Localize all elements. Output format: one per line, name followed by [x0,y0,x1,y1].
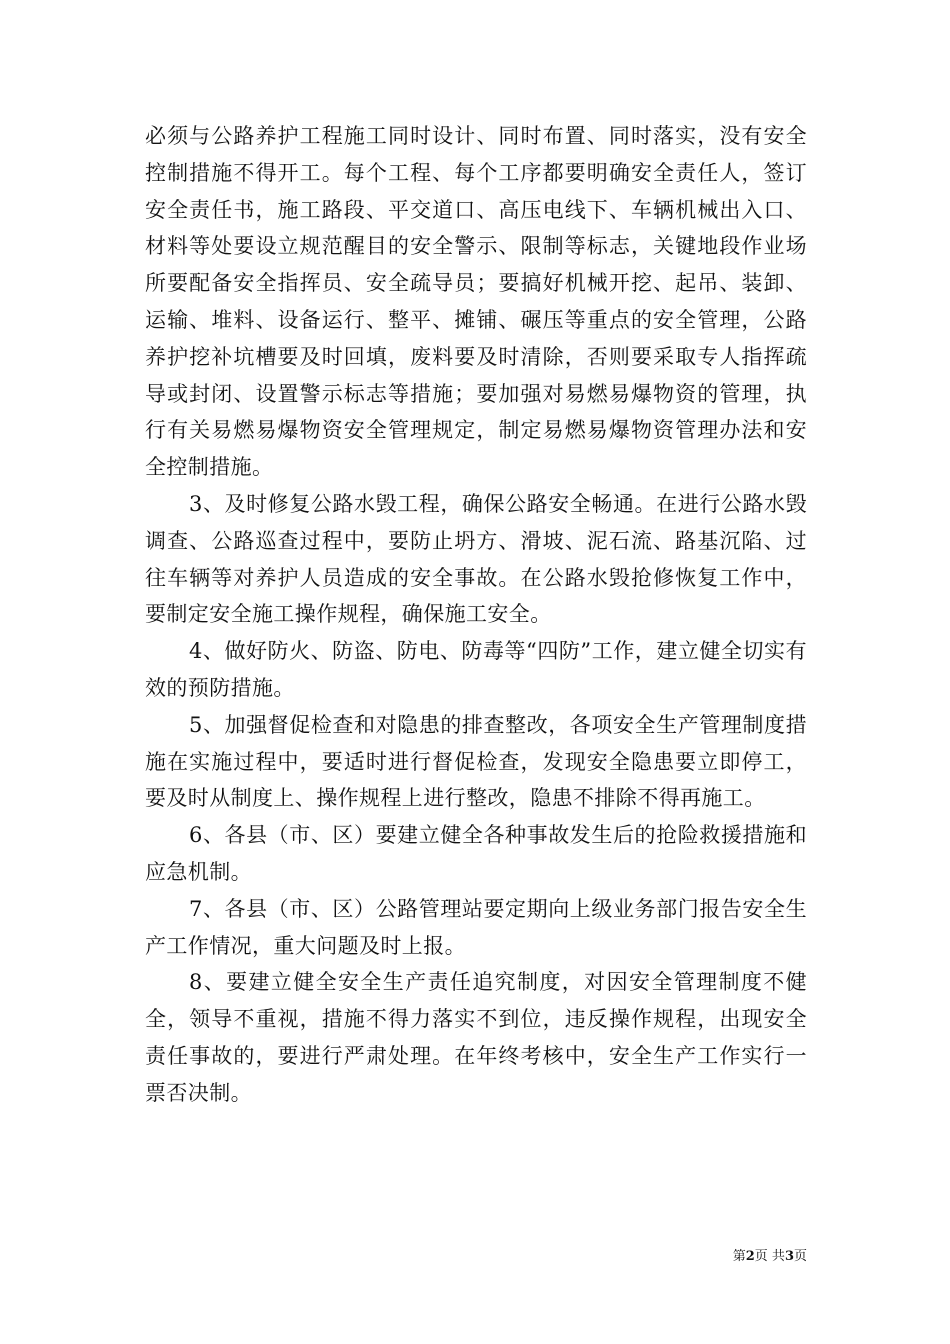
current-page-number: 2 [745,1249,755,1264]
paragraph-item-4: 4、做好防火、防盗、防电、防毒等“四防”工作，建立健全切实有效的预防措施。 [145,639,807,700]
document-body [145,118,807,1112]
paragraph-continued: 必须与公路养护工程施工同时设计、同时布置、同时落实，没有安全控制措施不得开工。每个工程、每个工序都要明确安全责任人，签订安全责任书，施工路段、平交道口、高压电线下、车辆机械出入口、材料等处要设立规范醒目的安全警示、限制等标志，关键地段作业场所要配备安全指挥员、安全疏导员；要搞好机械开挖、起吊、装卸、运输、堆料、设备运行、整平、摊铺、碾压等重点的安全管理，公路养护挖补坑槽要及时回填，废料要及时清除，否则要采取专人指挥疏导或封闭、设置警示标志等措施；要加强对易燃易爆物资的管理，执行有关易燃易爆物资安全管理规定，制定易燃易爆物资管理办法和安全控制措施。 [145,124,807,480]
paragraph-item-6: 6、各县（市、区）要建立健全各种事故发生后的抢险救援措施和应急机制。 [145,823,807,884]
paragraph-item-5: 5、加强督促检查和对隐患的排查整改，各项安全生产管理制度措施在实施过程中，要适时进行督促检查，发现安全隐患要立即停工，要及时从制度上、操作规程上进行整改，隐患不排除不得再施工。 [145,712,807,811]
footer-prefix: 第 [732,1249,746,1264]
page-number-footer [700,1249,807,1265]
paragraph-item-8: 8、要建立健全安全生产责任追究制度，对因安全管理制度不健全，领导不重视，措施不得力落实不到位，违反操作规程，出现安全责任事故的，要进行严肃处理。在年终考核中，安全生产工作实行一票否决制。 [145,970,807,1105]
footer-middle: 页 共 [754,1249,785,1264]
footer-suffix: 页 [793,1249,807,1264]
total-pages-number: 3 [784,1249,794,1264]
paragraph-item-3: 3、及时修复公路水毁工程，确保公路安全畅通。在进行公路水毁调查、公路巡查过程中，要防止坍方、滑坡、泥石流、路基沉陷、过往车辆等对养护人员造成的安全事故。在公路水毁抢修恢复工作中，要制定安全施工操作规程，确保施工安全。 [145,491,807,627]
paragraph-item-7: 7、各县（市、区）公路管理站要定期向上级业务部门报告安全生产工作情况，重大问题及时上报。 [145,896,807,958]
